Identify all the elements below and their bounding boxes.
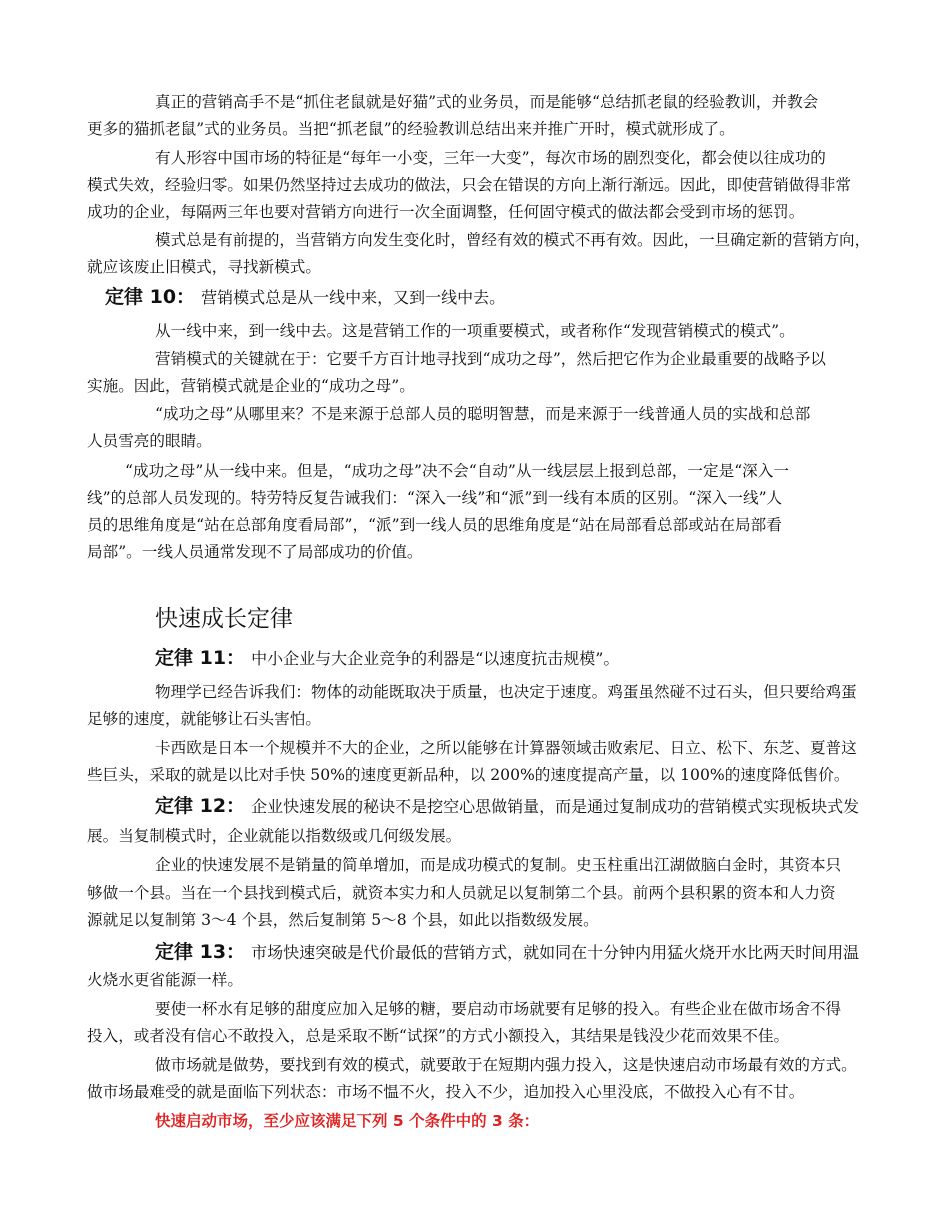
law-12-label: 定律 12：	[155, 795, 246, 817]
paragraph-line: 模式失效，经验归零。如果仍然坚持过去成功的做法，只会在错误的方向上渐行渐远。因此，即使营销做得非常	[87, 176, 852, 194]
law-13-text: 市场快速突破是代价最低的营销方式，就如同在十分钟内用猛火烧开水比两天时间用温	[251, 943, 860, 962]
paragraph-line: 展。当复制模式时，企业就能以指数级或几何级发展。	[87, 827, 462, 845]
law-13-line	[155, 942, 859, 963]
paragraph-line: 从一线中来，到一线中去。这是营销工作的一项重要模式，或者称作“发现营销模式的模式”。	[155, 322, 795, 340]
law-10-label: 定律 10：	[105, 286, 196, 308]
paragraph-line: 足够的速度，就能够让石头害怕。	[87, 710, 321, 728]
paragraph-line: “成功之母”从一线中来。但是，“成功之母”决不会“自动”从一线层层上报到总部，一定是“深入一	[125, 462, 789, 480]
paragraph-line: 做市场就是做势，要找到有效的模式，就要敢于在短期内强力投入，这是快速启动市场最有效的方式。	[155, 1056, 857, 1074]
law-11-line	[155, 648, 619, 669]
paragraph-line: 线”的总部人员发现的。特劳特反复告诫我们：“深入一线”和“派”到一线有本质的区别。“深入一线”人	[87, 489, 783, 507]
paragraph-line: 够做一个县。当在一个县找到模式后，就资本实力和人员就足以复制第二个县。前两个县积累的资本和人力资	[87, 884, 836, 902]
law-13-label: 定律 13：	[155, 941, 246, 963]
paragraph-line: 营销模式的关键就在于：它要千方百计地寻找到“成功之母”，然后把它作为企业最重要的战略予以	[155, 350, 826, 368]
paragraph-line: 源就足以复制第 3～4 个县，然后复制第 5～8 个县，如此以指数级发展。	[87, 911, 599, 929]
paragraph-line: 些巨头，采取的就是以比对手快 50%的速度更新品种，以 200%的速度提高产量，以 100%的速度降低售价。	[87, 766, 850, 784]
paragraph-line: 企业的快速发展不是销量的简单增加，而是成功模式的复制。史玉柱重出江湖做脑白金时，其资本只	[155, 856, 842, 874]
law-10-line	[105, 287, 505, 308]
law-11-label: 定律 11：	[155, 647, 246, 669]
paragraph-line: 实施。因此，营销模式就是企业的“成功之母”。	[87, 377, 415, 395]
paragraph-line: 火烧水更省能源一样。	[87, 971, 243, 989]
paragraph-line: 人员雪亮的眼睛。	[87, 432, 212, 450]
paragraph-line: 真正的营销高手不是“抓住老鼠就是好猫”式的业务员，而是能够“总结抓老鼠的经验教训，并教会	[155, 93, 819, 111]
law-10-text: 营销模式总是从一线中来，又到一线中去。	[201, 288, 506, 307]
paragraph-line: 员的思维角度是“站在总部角度看局部”，“派”到一线人员的思维角度是“站在局部看总部或站在局部看	[87, 516, 782, 534]
highlight-text: 快速启动市场，至少应该满足下列 5 个条件中的 3 条：	[155, 1112, 540, 1130]
law-12-text: 企业快速发展的秘诀不是挖空心思做销量，而是通过复制成功的营销模式实现板块式发	[251, 797, 860, 816]
paragraph-line: 就应该废止旧模式，寻找新模式。	[87, 258, 321, 276]
paragraph-line: 物理学已经告诉我们：物体的动能既取决于质量，也决定于速度。鸡蛋虽然碰不过石头，但只要给鸡蛋	[155, 683, 857, 701]
section-title: 快速成长定律	[155, 606, 293, 632]
paragraph-line: 卡西欧是日本一个规模并不大的企业，之所以能够在计算器领域击败索尼、日立、松下、东芝、夏普这	[155, 739, 857, 757]
law-11-text: 中小企业与大企业竞争的利器是“以速度抗击规模”。	[251, 649, 620, 668]
paragraph-line: 局部”。一线人员通常发现不了局部成功的价值。	[87, 543, 423, 561]
paragraph-line: 成功的企业，每隔两三年也要对营销方向进行一次全面调整，任何固守模式的做法都会受到市场的惩罚。	[87, 203, 805, 221]
paragraph-line: “成功之母”从哪里来？不是来源于总部人员的聪明智慧，而是来源于一线普通人员的实战和总部	[155, 405, 811, 423]
paragraph-line: 有人形容中国市场的特征是“每年一小变，三年一大变”，每次市场的剧烈变化，都会使以往成功的	[155, 149, 826, 167]
paragraph-line: 更多的猫抓老鼠”式的业务员。当把“抓老鼠”的经验教训总结出来并推广开时，模式就形成了。	[87, 120, 735, 138]
paragraph-line: 投入，或者没有信心不敢投入，总是采取不断“试探”的方式小额投入，其结果是钱没少花而效果不佳。	[87, 1027, 790, 1045]
paragraph-line: 要使一杯水有足够的甜度应加入足够的糖，要启动市场就要有足够的投入。有些企业在做市场舍不得	[155, 1000, 842, 1018]
paragraph-line: 模式总是有前提的，当营销方向发生变化时，曾经有效的模式不再有效。因此，一旦确定新的营销方向，	[155, 231, 871, 249]
law-12-line	[155, 796, 859, 817]
paragraph-line: 做市场最难受的就是面临下列状态：市场不愠不火，投入不少，追加投入心里没底，不做投入心有不甘。	[87, 1083, 805, 1101]
